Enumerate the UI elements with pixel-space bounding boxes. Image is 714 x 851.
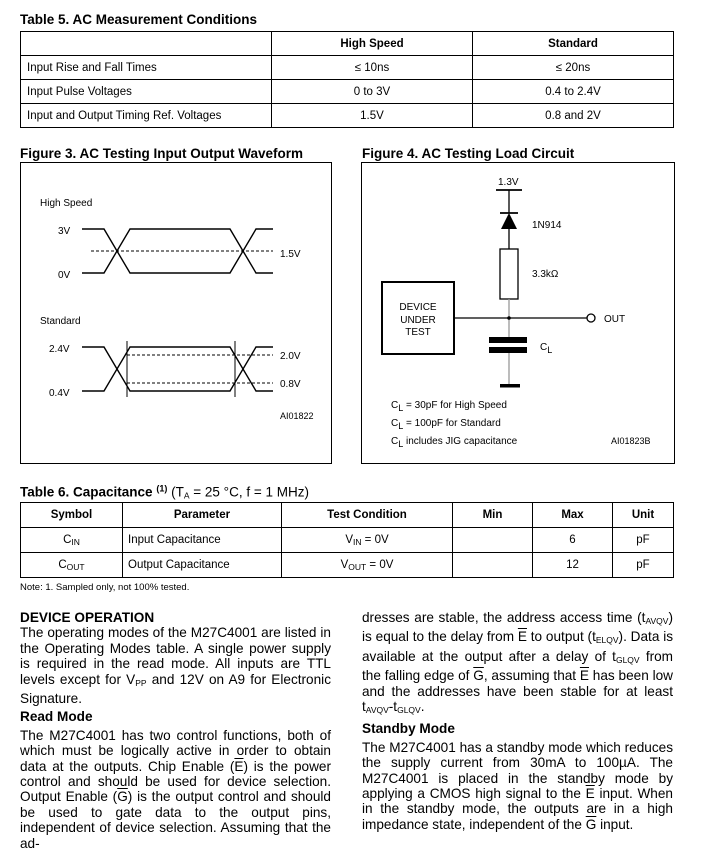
- parameter-cell: Output Capacitance: [123, 553, 282, 578]
- table-cell: 0.8 and 2V: [473, 104, 674, 128]
- condition-cell: $V_{IN} = 0V$: [282, 528, 453, 553]
- condition-cell: $V_{OUT} = 0V$: [282, 553, 453, 578]
- cap-note-3: CL includes JIG capacitance: [391, 436, 518, 449]
- figure4-caption: Figure 4. AC Testing Load Circuit: [362, 146, 575, 161]
- min-cell: [453, 528, 533, 553]
- table-header: Parameter: [123, 503, 282, 528]
- load-circuit-figure: [361, 162, 675, 464]
- table6-caption: Table 6. Capacitance $^{(1)}$ ($T_A = 25$ °C, f = 1 MHz): [20, 483, 309, 501]
- read-mode-paragraph: The M27C4001 has two control functions, both of which must be logically active in order to obtain data at the outputs. Chip Enable $(\overline{E})$ is the power control and should be used for device selection. Output Enable $(\overline{G})$ is the output control and should be used to gate data to the output pins, independent of device selection. Assuming that the ad-: [20, 727, 331, 851]
- level-0v-label: 0V: [58, 270, 71, 281]
- table-cell: Input Rise and Fall Times: [21, 56, 272, 80]
- parameter-cell: Input Capacitance: [123, 528, 282, 553]
- supply-voltage-label: 1.3V: [498, 177, 519, 188]
- table-cell: 1.5V: [272, 104, 473, 128]
- load-circuit-diagram: [362, 163, 674, 463]
- read-mode-continued: dresses are stable, the address access time $(t_{AVQV})$ is equal to the delay from $\overline{E}$ to output $(t_{ELQV})$. Data is available at the output after a delay of $t_{GLQV}$ from the falling edge of $\overline{G}$, assuming that $\overline{E}$ has been low and the addresses have been stable for at least $t_{AVQV}-t_{GLQV}$.: [362, 610, 673, 716]
- ref-0-8v-label: 0.8V: [280, 379, 301, 390]
- table5-caption: Table 5. AC Measurement Conditions: [20, 12, 258, 27]
- table-cell: 0.4 to 2.4V: [473, 80, 674, 104]
- standby-mode-heading: Standby Mode: [362, 721, 455, 737]
- waveform-diagram: [21, 163, 331, 463]
- capacitance-table: [20, 502, 674, 578]
- table-cell: ≤ 20ns: [473, 56, 674, 80]
- table-cell: 0 to 3V: [272, 80, 473, 104]
- table-row: [21, 528, 674, 553]
- table-header: Standard: [473, 32, 674, 56]
- waveform-figure: [20, 162, 332, 464]
- table-cell: Input Pulse Voltages: [21, 80, 272, 104]
- table-header-row: [21, 32, 674, 56]
- dut-line-2: UNDER: [400, 315, 436, 326]
- table-row: [21, 56, 674, 80]
- right-text-column: [362, 610, 673, 840]
- level-0-4v-label: 0.4V: [49, 388, 70, 399]
- left-text-column: [20, 610, 331, 851]
- table-row: [21, 553, 674, 578]
- cap-note-1: CL = 30pF for High Speed: [391, 400, 507, 413]
- table-header: Test Condition: [282, 503, 453, 528]
- max-cell: 6: [533, 528, 613, 553]
- cap-label: CL: [540, 342, 553, 355]
- figure3-caption: Figure 3. AC Testing Input Output Waveform: [20, 146, 303, 161]
- table-row: [21, 104, 674, 128]
- out-label: OUT: [604, 314, 626, 325]
- table-header-row: [21, 503, 674, 528]
- table-header: Max: [533, 503, 613, 528]
- resistor-label: 3.3kΩ: [532, 269, 559, 280]
- table-cell: Input and Output Timing Ref. Voltages: [21, 104, 272, 128]
- standby-mode-paragraph: The M27C4001 has a standby mode which reduces the supply current from 30mA to 100µA. The M27C4001 is placed in the standby mode by applying a CMOS high signal to the $\overline{E}$ input. When in the standby mode, the outputs are in a high impedance state, independent of the $\overline{G}$ input.: [362, 739, 673, 832]
- device-operation-heading: DEVICE OPERATION: [20, 610, 155, 625]
- table-cell: ≤ 10ns: [272, 56, 473, 80]
- table-header: Min: [453, 503, 533, 528]
- diode-label: 1N914: [532, 220, 562, 231]
- dut-line-3: TEST: [405, 327, 431, 338]
- table6-note: Note: 1. Sampled only, not 100% tested.: [20, 582, 190, 593]
- figure-id: AI01823B: [611, 436, 651, 446]
- table-header: High Speed: [272, 32, 473, 56]
- cap-note-2: CL = 100pF for Standard: [391, 418, 501, 431]
- ref-2-0v-label: 2.0V: [280, 351, 301, 362]
- ref-1-5v-label: 1.5V: [280, 249, 301, 260]
- level-2-4v-label: 2.4V: [49, 344, 70, 355]
- ac-measurement-table: [20, 31, 674, 128]
- figure-id: AI01822: [280, 411, 314, 421]
- device-operation-paragraph: The operating modes of the M27C4001 are listed in the Operating Modes table. A single power supply is required in the read mode. All inputs are TTL levels except for $V_{PP}$ and 12V on A9 for Electronic Signature.: [20, 625, 331, 707]
- unit-cell: pF: [613, 528, 674, 553]
- symbol-cell: $C_{IN}$: [21, 528, 123, 553]
- level-3v-label: 3V: [58, 226, 71, 237]
- table-header: [21, 32, 272, 56]
- table-header: Unit: [613, 503, 674, 528]
- standard-label: Standard: [40, 316, 81, 327]
- table-row: [21, 80, 674, 104]
- high-speed-label: High Speed: [40, 198, 93, 209]
- symbol-cell: $C_{OUT}$: [21, 553, 123, 578]
- read-mode-heading: Read Mode: [20, 709, 93, 725]
- unit-cell: pF: [613, 553, 674, 578]
- min-cell: [453, 553, 533, 578]
- table-header: Symbol: [21, 503, 123, 528]
- max-cell: 12: [533, 553, 613, 578]
- dut-line-1: DEVICE: [399, 302, 437, 313]
